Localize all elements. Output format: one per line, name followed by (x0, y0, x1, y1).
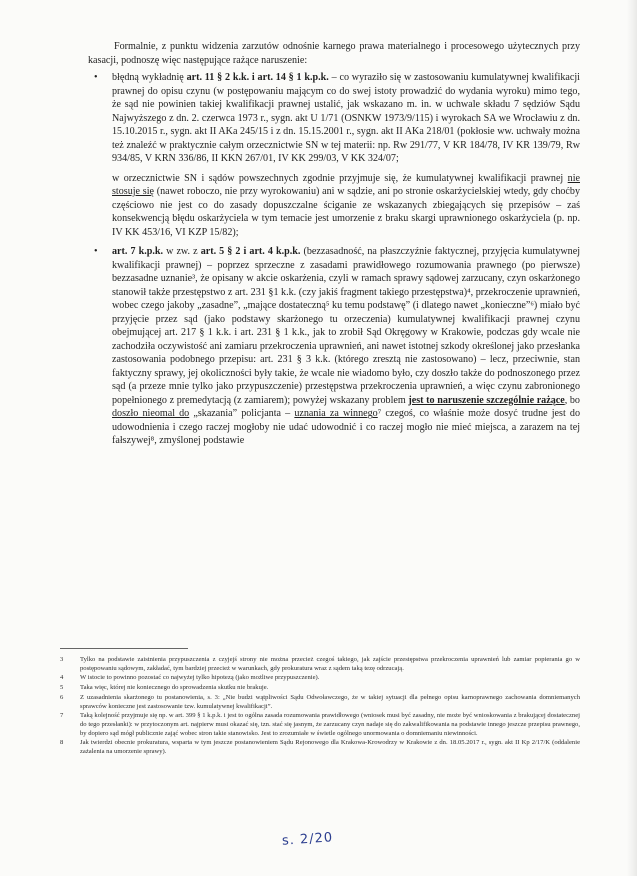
point2-text-b: (bezzasadność, na płaszczyźnie faktycznej, przyjęcia kumulatywnej kwalifikacji prawnej) – poprzez sprzeczne z zasadami prawidłowego rozumowania prawnego (po pierwsze) bezzasadne uznanie³, że opisany w akcie oskarżenia, czyli w ramach sprawy sądowej zarzucany, czyn oskarżonego stanowił także przestępstwo z art. 231 §1 k.k. (czy jakiś fragment takiego przestępstwa)⁴, przekroczenie uprawnień, wobec czego jakoby „zasadne”, „mające dostateczną⁵ ku temu podstawę” (i dlatego nawet „konieczne”⁶) miało być przyjęcie przez sąd (jako podstawy skarżonego tu orzeczenia) kumulatywnej kwalifikacji prawnej czynu obejmującej art. 217 § 1 k.k. i art. 231 § 1 k.k., jak to zrobił Sąd Okręgowy w Krakowie, podczas gdy wcale nie zachodziła oczywistość ani zamiaru przekroczenia uprawnień, ani nawet istotnej szkody określonej jako przesłanka zastosowania podobnego przepisu: art. 231 § 3 k.k. (którego zresztą nie zastosowano) – lecz, przeciwnie, stan faktyczny sprawy, jej okoliczności były takie, że wcale nie wiadomo było, czy doszło także do podnoszonego przez sąd (a przeze mnie tylko jako przypuszczenie) przestępstwa przekroczenia uprawnień, a więc czynu zabronionego popełnionego z premedytacją (z zamiarem); powyżej wskazany problem (112, 246, 580, 406)
footnote-number: 8 (60, 739, 64, 747)
bullet-icon: • (94, 246, 98, 258)
point1-text-a: błędną wykładnię (112, 72, 187, 84)
point2-emphasis: jest to naruszenie szczególnie rażące (408, 394, 565, 406)
footnote (60, 694, 580, 711)
footnote-number: 6 (60, 693, 64, 701)
point2-article-b: art. 5 § 2 i art. 4 k.p.k. (200, 246, 301, 258)
footnote-text: Tylko na podstawie zaistnienia przypuszczenia z czyjejś strony nie można przecież czegoś takiego, jak zajście przestępstwa przekroczenia uprawnień lub zamiar popierania go w postępowaniu sądowym, zakładać, tym bardziej przecież w warunkach, gdy prokuratura wraz z sądem taką tezę odrzucają. (80, 656, 580, 672)
document-body (88, 40, 580, 454)
bullet-icon: • (94, 72, 98, 84)
footnote (60, 684, 580, 693)
handwritten-page-number: s. 2/20 (281, 830, 334, 849)
footnote-divider (60, 648, 188, 649)
footnote-number: 4 (60, 674, 64, 682)
point2-underlined-b: uznania za winnego (294, 408, 378, 420)
footnote-text: Z uzasadnienia skarżonego tu postanowienia, s. 3: „Nie budzi wątpliwości Sądu Odwoławczego, że w takiej sytuacji dla pełnego opisu karnoprawnego zachowania domniemanych sprawców konieczne jest zastosowanie tzw. kumulatywnej kwalifikacji”. (80, 693, 580, 710)
point1-text-b: – co wyraziło się w zastosowaniu kumulatywnej kwalifikacji prawnej do opisu czynu (w postępowaniu mającym co do swej istoty prowadzić do wydania wyroku) mimo tego, że sąd nie powinien takiej kwalifikacji prawnej ustalić, jak wskazano m. in. w uchwale składu 7 sędziów Sądu Najwyższego z dn. 2. czerwca 1973 r., sygn. akt U 1/71 (OSNKW 1973/9/115) i wyrokach SA we Wrocławiu z dn. 15.10.2015 r., sygn. akt II AKa 245/15 i z dn. 15.15.2001 r., sygn. akt II AKa 218/01 (pokłosie ww. uchwały można też znaleźć w praktycznie całym orzecznictwie SN w tej materii: np. Rw 291/77, V KR 184/78, IV KR 139/79, Rw 934/85, V KRN 336/86, II KKN 267/01, IV KK 299/03, V KK 324/07; (112, 72, 580, 165)
scan-edge-shadow (627, 0, 637, 876)
point2-article-a: art. 7 k.p.k. (112, 246, 164, 258)
point1-text-c: w orzecznictwie SN i sądów powszechnych zgodnie przyjmuje się, że kumulatywnej kwalifikacji prawnej (112, 172, 568, 184)
point1-underlined: nie stosuje się (112, 172, 580, 198)
intro-paragraph: Formalnie, z punktu widzenia zarzutów odnośnie karnego prawa materialnego i procesowego użytecznych przy kasacji, podnoszę więc następujące rażące naruszenie: (88, 41, 580, 66)
point1-subparagraph (112, 172, 580, 240)
footnote (60, 674, 580, 683)
point1-text-d: (nawet roboczo, nie przy wyrokowaniu) ani w sądzie, ani po stronie oskarżycielskiej wtedy, gdy choćby częściowo nie jest co do zasady dopuszczalne ściganie ze wskazanych zbiegających się przepisów – zaś konsekwencją błędu oskarżyciela w tym temacie jest umorzenie z braku skargi uprawnionego oskarżyciela (p. np. IV KK 453/16, VI KZP 15/82); (112, 186, 581, 238)
footnote-text: Taką kolejność przyjmuje się np. w art. 399 § 1 k.p.k. i jest to ogólna zasada rozumowania prawidłowego (wniosek musi być zasadny, nie może być wnioskowania z brakującej dostatecznej do tego przesłanki): w przytoczonym art. najpierw musi okazać się, tzn. stać się jasnym, że zarzucany czyn nadaje się do zakwalifikowania na podstawie innego jeszcze przepisu prawnego, by dopiero sąd mógł publicznie zająć wobec stron takie stanowisko. Jest to zrozumiałe w świetle ogólnego unormowania o domniemaniu niewinności. (80, 712, 580, 737)
points-list (88, 71, 580, 448)
footnote-number: 7 (60, 712, 64, 720)
footnote-number: 3 (60, 656, 64, 663)
footnote-text: Jak twierdzi obecnie prokuratura, wsparta w tym jeszcze postanowieniem Sądu Rejonowego dla Krakowa-Krowodrzy w Krakowie z dn. 18.05.2017 r., sygn. akt II Kp 2/17/K (oddalenie zażalenia na umorzenie sprawy). (80, 739, 580, 756)
point2-text-a: w zw. z (163, 246, 201, 258)
footnotes (60, 656, 580, 758)
footnote (60, 656, 580, 673)
point-1 (88, 71, 580, 239)
footnote (60, 739, 580, 756)
footnote-text: W istocie to powinno pozostać co najwyżej tylko hipotezą (jako możliwe przypuszczenie). (80, 674, 320, 682)
footnote (60, 712, 580, 738)
point-2 (88, 245, 580, 448)
footnote-number: 5 (60, 684, 64, 692)
footnote-text: Taka więc, której nie koniecznego do sprowadzenia skutku nie brakuje. (80, 684, 269, 692)
point2-underlined-a: doszło nieomal do (112, 408, 190, 420)
point2-text-e: ⁷ czegoś, co właśnie może dosyć trudne jest do udowodnienia i czego raczej mogłoby nie udać udowodnić i co raczej mogło nie mieć miejsca, a zarazem na tej fałszywej⁸, zmyślonej podstawie (112, 408, 580, 447)
point2-text-d: „skazania” policjanta – (189, 408, 295, 420)
point2-text-c: , bo (564, 394, 580, 406)
point1-article: art. 11 § 2 k.k. i art. 14 § 1 k.p.k. (186, 72, 329, 84)
